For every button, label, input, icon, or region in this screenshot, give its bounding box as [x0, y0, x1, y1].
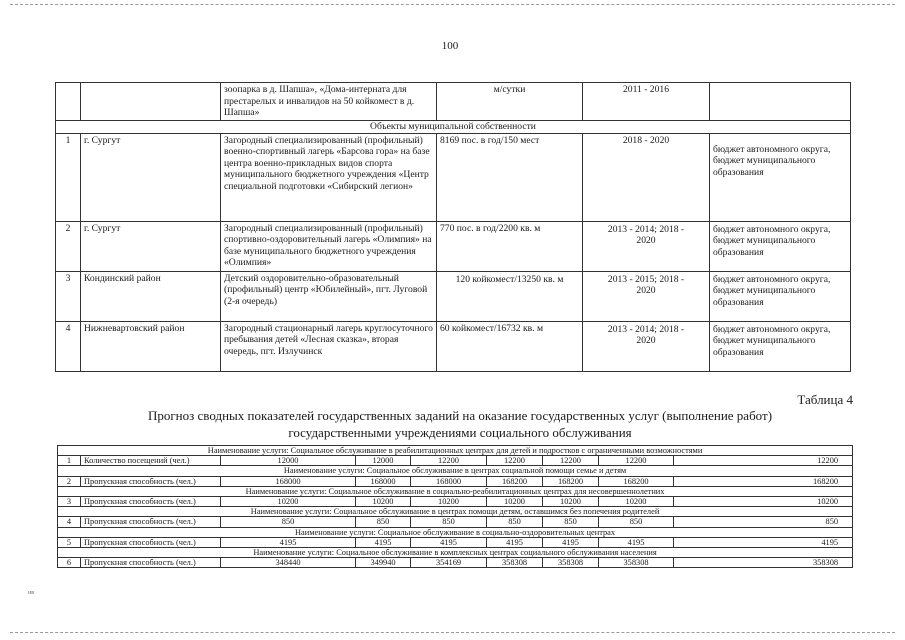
object-name-cell: зоопарка в д. Шапша», «Дома-интерната для престарелых и инвалидов на 50 койкомест в д. Шапша»	[221, 83, 437, 121]
value-cell: 12000	[356, 456, 411, 466]
table-row	[58, 517, 853, 527]
service-name: Наименование услуги: Социальное обслуживание в социально-оздоровительных центрах	[58, 527, 853, 537]
location-cell: г. Сургут	[81, 221, 221, 271]
value-cell: 850	[221, 517, 356, 527]
capacity-cell: м/сутки	[437, 83, 583, 121]
funding-source-cell: бюджет автономного округа, бюджет муниципального образования	[710, 271, 851, 321]
value-cell: 358308	[674, 558, 853, 568]
table-title-line: государственными учреждениями социального обслуживания	[288, 425, 632, 440]
service-header-row	[58, 548, 853, 558]
funding-source-cell	[710, 83, 851, 121]
object-name-cell: Загородный специализированный (профильный) спортивно-оздоровительный лагерь «Олимпия» на базе муниципального бюджетного учреждения «Олимпия»	[221, 221, 437, 271]
value-cell: 168000	[356, 476, 411, 486]
row-number-cell: 3	[58, 497, 81, 507]
page-footer-mark: нв	[28, 590, 35, 596]
service-name: Наименование услуги: Социальное обслуживание в центрах помощи детям, оставшимся без попечения родителей	[58, 507, 853, 517]
value-cell: 12000	[221, 456, 356, 466]
indicator-cell: Пропускная способность (чел.)	[81, 517, 221, 527]
table-row	[56, 321, 851, 371]
section-title: Объекты муниципальной собственности	[56, 121, 851, 134]
service-name: Наименование услуги: Социальное обслуживание в реабилитационных центрах для детей и подростков с ограниченными возможностями	[58, 446, 853, 456]
table-row	[56, 221, 851, 271]
location-cell	[81, 83, 221, 121]
service-header-row	[58, 446, 853, 456]
object-name-cell: Загородный специализированный (профильный) военно-спортивный лагерь «Барсова гора» на базе центра военно-прикладных видов спорта муниципального бюджетного учреждения «Центр специальной подготовки «Сибирский легион»	[221, 133, 437, 221]
value-cell: 850	[411, 517, 487, 527]
row-number-cell: 3	[56, 271, 81, 321]
period-cell: 2011 - 2016	[583, 83, 710, 121]
row-number-cell: 4	[58, 517, 81, 527]
value-cell: 168000	[411, 476, 487, 486]
value-cell: 348440	[221, 558, 356, 568]
table-row	[58, 476, 853, 486]
location-cell: Нижневартовский район	[81, 321, 221, 371]
value-cell: 4195	[599, 537, 674, 547]
section-header-row	[56, 121, 851, 134]
indicator-cell: Пропускная способность (чел.)	[81, 476, 221, 486]
table-row	[56, 83, 851, 121]
funding-source-cell: бюджет автономного округа, бюджет муниципального образования	[710, 321, 851, 371]
period-cell: 2013 - 2014; 2018 - 2020	[583, 221, 710, 271]
indicator-cell: Количество посещений (чел.)	[81, 456, 221, 466]
value-cell: 10200	[221, 497, 356, 507]
row-number-cell: 5	[58, 537, 81, 547]
value-cell: 10200	[487, 497, 543, 507]
value-cell: 349940	[356, 558, 411, 568]
value-cell: 168000	[221, 476, 356, 486]
row-number-cell: 6	[58, 558, 81, 568]
location-cell: г. Сургут	[81, 133, 221, 221]
period-cell: 2013 - 2014; 2018 - 2020	[583, 321, 710, 371]
period-cell: 2018 - 2020	[583, 133, 710, 221]
table-row	[58, 456, 853, 466]
table-label: Таблица 4	[797, 392, 853, 407]
value-cell: 4195	[487, 537, 543, 547]
service-name: Наименование услуги: Социальное обслуживание в центрах социальной помощи семье и детям	[58, 466, 853, 476]
value-cell: 12200	[543, 456, 599, 466]
value-cell: 168200	[543, 476, 599, 486]
table-row	[56, 271, 851, 321]
value-cell: 168200	[487, 476, 543, 486]
period-cell: 2013 - 2015; 2018 - 2020	[583, 271, 710, 321]
value-cell: 168200	[674, 476, 853, 486]
table-row	[56, 133, 851, 221]
bottom-scan-rule	[10, 632, 895, 633]
service-header-row	[58, 486, 853, 496]
service-header-row	[58, 466, 853, 476]
capacity-cell: 60 койкомест/16732 кв. м	[437, 321, 583, 371]
indicator-cell: Пропускная способность (чел.)	[81, 497, 221, 507]
table-row	[58, 537, 853, 547]
value-cell: 12200	[487, 456, 543, 466]
funding-source-cell: бюджет автономного округа, бюджет муниципального образования	[710, 221, 851, 271]
service-name: Наименование услуги: Социальное обслуживание в социально-реабилитационных центрах для несовершеннолетних	[58, 486, 853, 496]
table-title	[60, 407, 860, 441]
table-title-line: Прогноз сводных показателей государственных заданий на оказание государственных услуг (выполнение работ)	[147, 408, 773, 423]
value-cell: 850	[356, 517, 411, 527]
table-row	[58, 497, 853, 507]
table-row	[58, 558, 853, 568]
value-cell: 850	[487, 517, 543, 527]
value-cell: 850	[599, 517, 674, 527]
value-cell: 10200	[599, 497, 674, 507]
row-number-cell: 4	[56, 321, 81, 371]
value-cell: 4195	[221, 537, 356, 547]
value-cell: 12200	[674, 456, 853, 466]
funding-source-cell: бюджет автономного округа, бюджет муниципального образования	[710, 133, 851, 221]
page-number: 100	[441, 40, 459, 52]
capacity-cell: 8169 пос. в год/150 мест	[437, 133, 583, 221]
service-header-row	[58, 507, 853, 517]
value-cell: 4195	[674, 537, 853, 547]
row-number-cell: 2	[58, 476, 81, 486]
object-name-cell: Детский оздоровительно-образовательный (профильный) центр «Юбилейный», пгт. Луговой (2-я очередь)	[221, 271, 437, 321]
value-cell: 4195	[543, 537, 599, 547]
row-number-cell: 2	[56, 221, 81, 271]
value-cell: 358308	[599, 558, 674, 568]
value-cell: 10200	[674, 497, 853, 507]
value-cell: 4195	[411, 537, 487, 547]
indicator-cell: Пропускная способность (чел.)	[81, 537, 221, 547]
row-number-cell	[56, 83, 81, 121]
object-name-cell: Загородный стационарный лагерь круглосуточного пребывания детей «Лесная сказка», вторая очередь, пгт. Излучинск	[221, 321, 437, 371]
value-cell: 850	[674, 517, 853, 527]
value-cell: 4195	[356, 537, 411, 547]
value-cell: 168200	[599, 476, 674, 486]
value-cell: 12200	[411, 456, 487, 466]
value-cell: 10200	[543, 497, 599, 507]
row-number-cell: 1	[56, 133, 81, 221]
value-cell: 354169	[411, 558, 487, 568]
indicator-cell: Пропускная способность (чел.)	[81, 558, 221, 568]
value-cell: 10200	[411, 497, 487, 507]
service-header-row	[58, 527, 853, 537]
row-number-cell: 1	[58, 456, 81, 466]
service-name: Наименование услуги: Социальное обслуживание в комплексных центрах социального обслуживания населения	[58, 548, 853, 558]
value-cell: 358308	[543, 558, 599, 568]
capacity-cell: 120 койкомест/13250 кв. м	[437, 271, 583, 321]
forecast-table	[57, 445, 853, 568]
capacity-cell: 770 пос. в год/2200 кв. м	[437, 221, 583, 271]
top-scan-rule	[10, 4, 895, 5]
value-cell: 10200	[356, 497, 411, 507]
objects-table	[55, 82, 851, 372]
value-cell: 12200	[599, 456, 674, 466]
location-cell: Кондинский район	[81, 271, 221, 321]
value-cell: 358308	[487, 558, 543, 568]
value-cell: 850	[543, 517, 599, 527]
